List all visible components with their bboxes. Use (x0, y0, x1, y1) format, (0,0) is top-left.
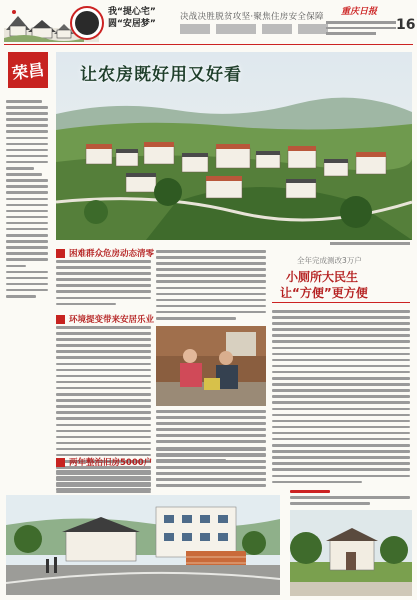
rural-toilet-photo (290, 510, 412, 596)
section-heading-2-text: 环境提变带来安居乐业 (69, 315, 155, 325)
photo-caption (330, 242, 410, 245)
article-column-5 (56, 470, 151, 494)
right-photo-caption (290, 490, 410, 508)
renovated-houses-photo (6, 495, 280, 595)
village-building-image (290, 510, 412, 596)
campaign-badge (70, 6, 104, 40)
section-heading-2 (56, 313, 154, 325)
edition-meta (326, 21, 396, 38)
article-column-6 (156, 472, 266, 490)
roadside-houses-image (6, 495, 280, 595)
section-heading-1 (56, 247, 154, 259)
intro-column (6, 100, 48, 301)
section-heading-3 (56, 456, 152, 468)
page-number: 16 (396, 17, 416, 33)
elderly-couple-image (156, 326, 266, 406)
banner-subline (180, 24, 330, 34)
section-heading-1-text: 困难群众危房动态清零 (69, 249, 155, 259)
hero-headline: 让农房既好用又好看 (80, 65, 242, 85)
slogan-line-2: 圆“安居梦” (108, 19, 156, 29)
masthead-rule (4, 44, 413, 45)
newspaper-name: 重庆日报 (341, 7, 378, 17)
campaign-slogan (108, 6, 156, 30)
section-heading-3-text: 两年整治旧房5000户 (69, 458, 153, 468)
district-tag-label: 荣昌 (10, 59, 46, 83)
heading-marker-icon (56, 249, 65, 258)
heading-marker-icon (56, 315, 65, 324)
right-article-divider (272, 302, 410, 303)
right-article-title-line-2: 让“方便”更方便 (280, 286, 368, 300)
right-article-subtitle: 全年完成测改3万户 (297, 256, 362, 265)
right-article-title-line-1: 小厕所大民生 (286, 270, 359, 284)
article-column-2 (156, 250, 266, 323)
page-banner-text: 决战决胜脱贫攻坚·聚焦住房安全保障 (180, 12, 324, 22)
residents-photo (156, 326, 266, 406)
article-column-1 (56, 260, 151, 309)
masthead (0, 0, 417, 44)
district-tag (8, 52, 48, 88)
slogan-line-1: 我“提心宅” (108, 7, 156, 17)
heading-marker-icon (56, 458, 65, 467)
right-article-body (272, 310, 410, 487)
